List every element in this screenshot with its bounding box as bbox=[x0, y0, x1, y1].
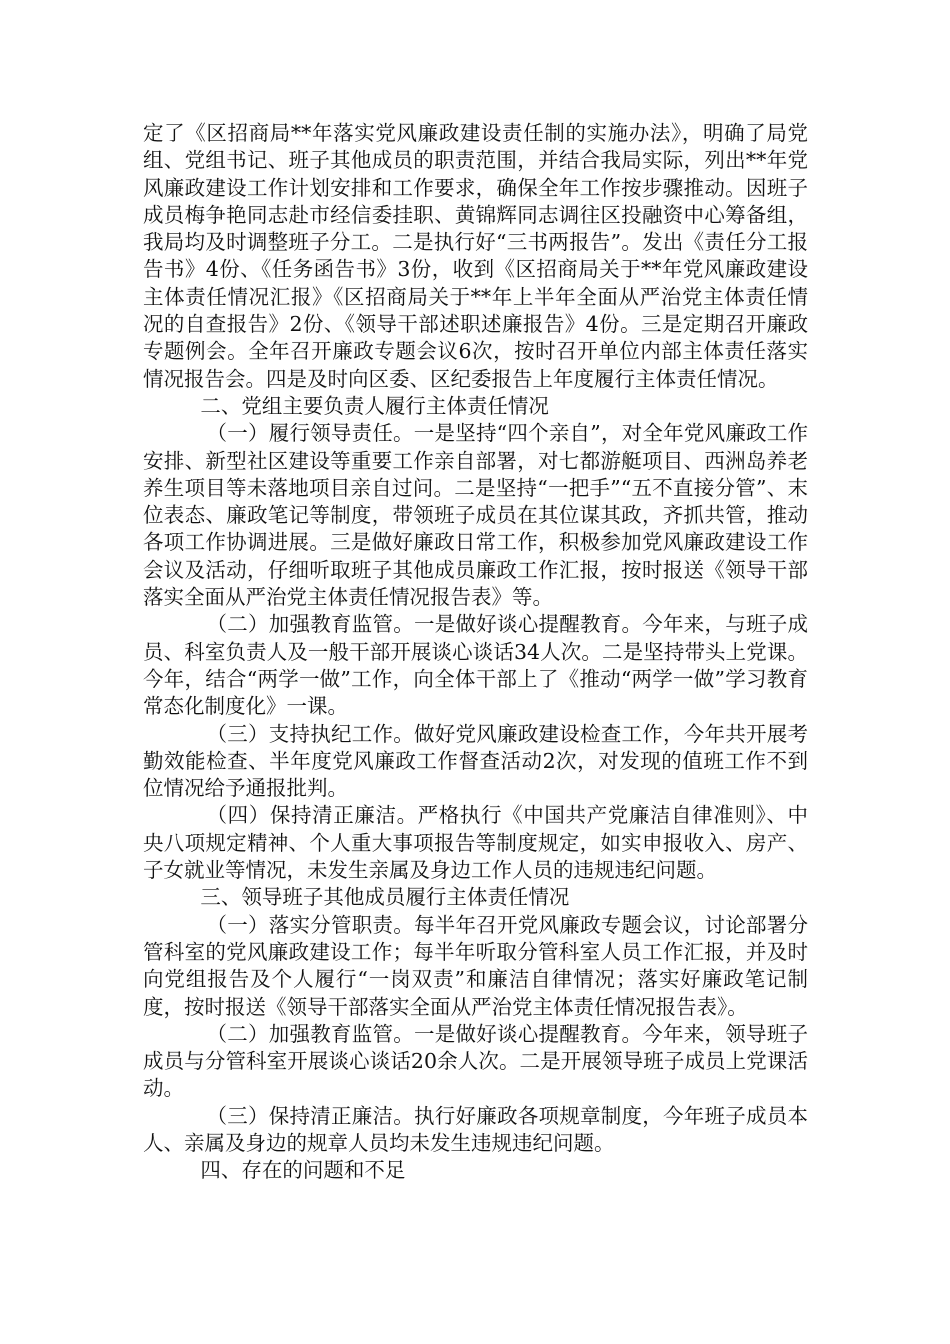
document-body bbox=[143, 120, 808, 1185]
subsection-paragraph-3-2: （二）加强教育监管。一是做好谈心提醒教育。今年来，领导班子成员与分管科室开展谈心谈话20余人次。二是开展领导班子成员上党课活动。 bbox=[143, 1021, 808, 1101]
subsection-paragraph-2-2: （二）加强教育监管。一是做好谈心提醒教育。今年来，与班子成员、科室负责人及一般干部开展谈心谈话34人次。二是坚持带头上党课。今年，结合“两学一做”工作，向全体干部上了《推动“两学一做”学习教育常态化制度化》一课。 bbox=[143, 612, 808, 719]
body-paragraph-1: 定了《区招商局**年落实党风廉政建设责任制的实施办法》，明确了局党组、党组书记、班子其他成员的职责范围，并结合我局实际，列出**年党风廉政建设工作计划安排和工作要求，确保全年工作按步骤推动。因班子成员梅争艳同志赴市经信委挂职、黄锦辉同志调往区投融资中心筹备组，我局均及时调整班子分工。二是执行好“三书两报告”。发出《责任分工报告书》4份、《任务函告书》3份，收到《区招商局关于**年党风廉政建设主体责任情况汇报》《区招商局关于**年上半年全面从严治党主体责任情况的自查报告》2份、《领导干部述职述廉报告》4份。三是定期召开廉政专题例会。全年召开廉政专题会议6次，按时召开单位内部主体责任落实情况报告会。四是及时向区委、区纪委报告上年度履行主体责任情况。 bbox=[143, 121, 808, 391]
section-heading-2: 二、党组主要负责人履行主体责任情况 bbox=[200, 393, 549, 418]
subsection-paragraph-2-4: （四）保持清正廉洁。严格执行《中国共产党廉洁自律准则》、中央八项规定精神、个人重大事项报告等制度规定，如实申报收入、房产、子女就业等情况，未发生亲属及身边工作人员的违规违纪问题。 bbox=[143, 803, 808, 883]
section-heading-3: 三、领导班子其他成员履行主体责任情况 bbox=[200, 885, 570, 910]
subsection-paragraph-2-1: （一）履行领导责任。一是坚持“四个亲自”，对全年党风廉政工作安排、新型社区建设等重要工作亲自部署，对七都游艇项目、西洲岛养老养生项目等未落地项目亲自过问。二是坚持“一把手”“五不直接分管”、末位表态、廉政笔记等制度，带领班子成员在其位谋其政，齐抓共管，推动各项工作协调进展。三是做好廉政日常工作，积极参加党风廉政建设工作会议及活动，仔细听取班子其他成员廉政工作汇报，按时报送《领导干部落实全面从严治党主体责任情况报告表》等。 bbox=[143, 421, 808, 610]
subsection-paragraph-3-1: （一）落实分管职责。每半年召开党风廉政专题会议，讨论部署分管科室的党风廉政建设工作；每半年听取分管科室人员工作汇报，并及时向党组报告及个人履行“一岗双责”和廉洁自律情况；落实好廉政笔记制度，按时报送《领导干部落实全面从严治党主体责任情况报告表》。 bbox=[143, 912, 808, 1019]
subsection-paragraph-3-3: （三）保持清正廉洁。执行好廉政各项规章制度，今年班子成员本人、亲属及身边的规章人员均未发生违规违纪问题。 bbox=[143, 1103, 808, 1155]
subsection-paragraph-2-3: （三）支持执纪工作。做好党风廉政建设检查工作，今年共开展考勤效能检查、半年度党风廉政工作督查活动2次，对发现的值班工作不到位情况给予通报批判。 bbox=[143, 721, 808, 801]
section-heading-4: 四、存在的问题和不足 bbox=[200, 1158, 406, 1183]
